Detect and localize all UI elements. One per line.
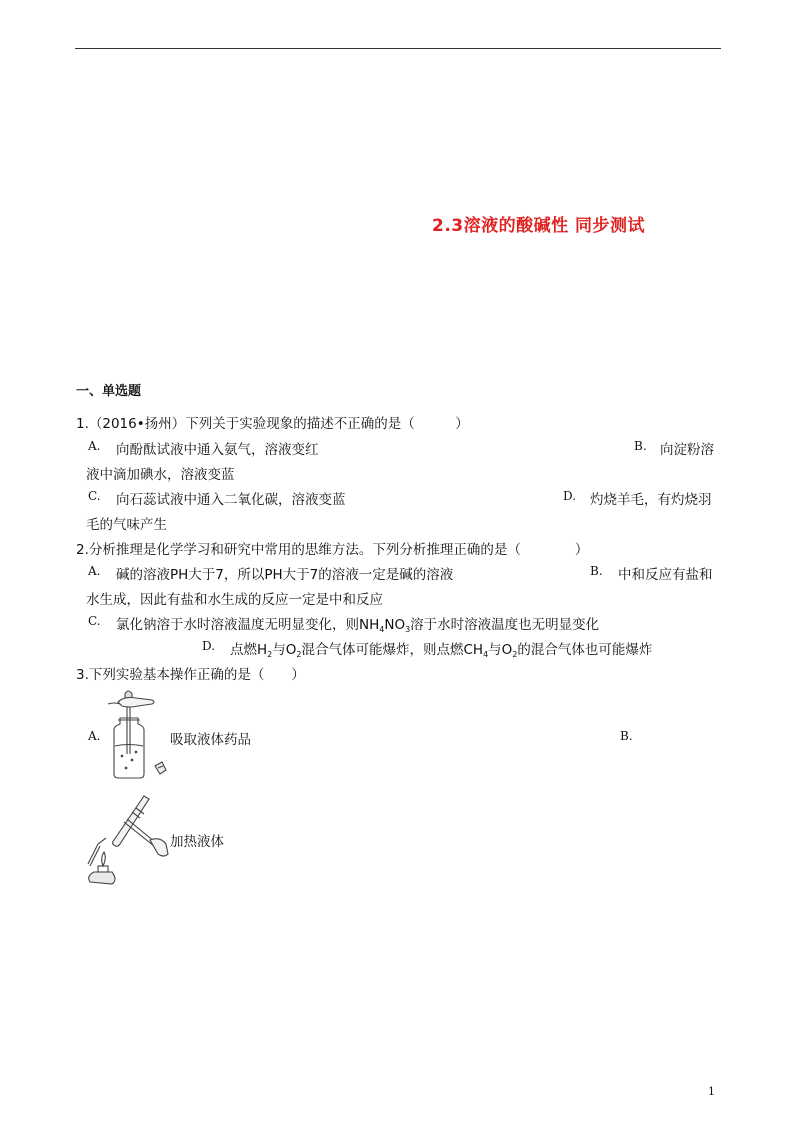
q2-option-b-text-1: 中和反应有盐和	[618, 567, 713, 583]
q2-option-b-text-2: 水生成，因此有盐和水生成的反应一定是中和反应	[86, 592, 383, 608]
q3-option-a-text: 吸取液体药品	[170, 732, 251, 748]
q1-option-d-label: D.	[563, 489, 577, 503]
q1-option-c-label: C.	[88, 489, 101, 503]
q1-option-d-text-1: 灼烧羊毛，有灼烧羽	[590, 492, 712, 508]
section-heading: 一、单选题	[76, 384, 142, 399]
q1-option-b-text-2: 液中滴加碘水，溶液变蓝	[86, 467, 235, 483]
q1-option-a-text: 向酚酞试液中通入氨气，溶液变红	[116, 442, 319, 458]
q3-option-a-label: A.	[88, 729, 101, 743]
page-title: 2.3溶液的酸碱性 同步测试	[432, 216, 646, 236]
q1-option-b-text-1: 向淀粉溶	[660, 442, 714, 458]
q2-option-d-text: 点燃$H_2$与$O_2$混合气体可能爆炸，则点燃$CH_4$与$O_2$的混合气体也可能爆炸	[230, 642, 653, 659]
q1-option-b-label: B.	[634, 439, 647, 453]
q1-option-c-text: 向石蕊试液中通入二氧化碳，溶液变蓝	[116, 492, 346, 508]
heating-test-tube-illustration	[80, 792, 170, 888]
dropper-bottle-illustration	[100, 690, 175, 780]
q2-option-a-text: 碱的溶液PH大于7，所以PH大于7的溶液一定是碱的溶液	[116, 567, 454, 583]
q2-option-d-label: D.	[202, 639, 216, 653]
q2-option-b-label: B.	[590, 564, 603, 578]
q1-option-a-label: A.	[88, 439, 101, 453]
question-3-stem: 3.下列实验基本操作正确的是（ ）	[76, 667, 305, 683]
q2-option-a-label: A.	[88, 564, 101, 578]
q2-option-c-text: 氯化钠溶于水时溶液温度无明显变化，则$NH_4NO_3$溶于水时溶液温度也无明显变化	[116, 617, 600, 634]
q1-option-d-text-2: 毛的气味产生	[86, 517, 167, 533]
q3-option-b-text: 加热液体	[170, 834, 224, 850]
page-number: 1	[708, 1085, 715, 1098]
question-1-stem: 1.（2016•扬州）下列关于实验现象的描述不正确的是（ ）	[76, 416, 469, 432]
question-2-stem: 2.分析推理是化学学习和研究中常用的思维方法。下列分析推理正确的是（ ）	[76, 542, 589, 558]
header-rule	[75, 48, 721, 49]
q2-option-c-label: C.	[88, 614, 101, 628]
q3-option-b-label: B.	[620, 729, 633, 743]
